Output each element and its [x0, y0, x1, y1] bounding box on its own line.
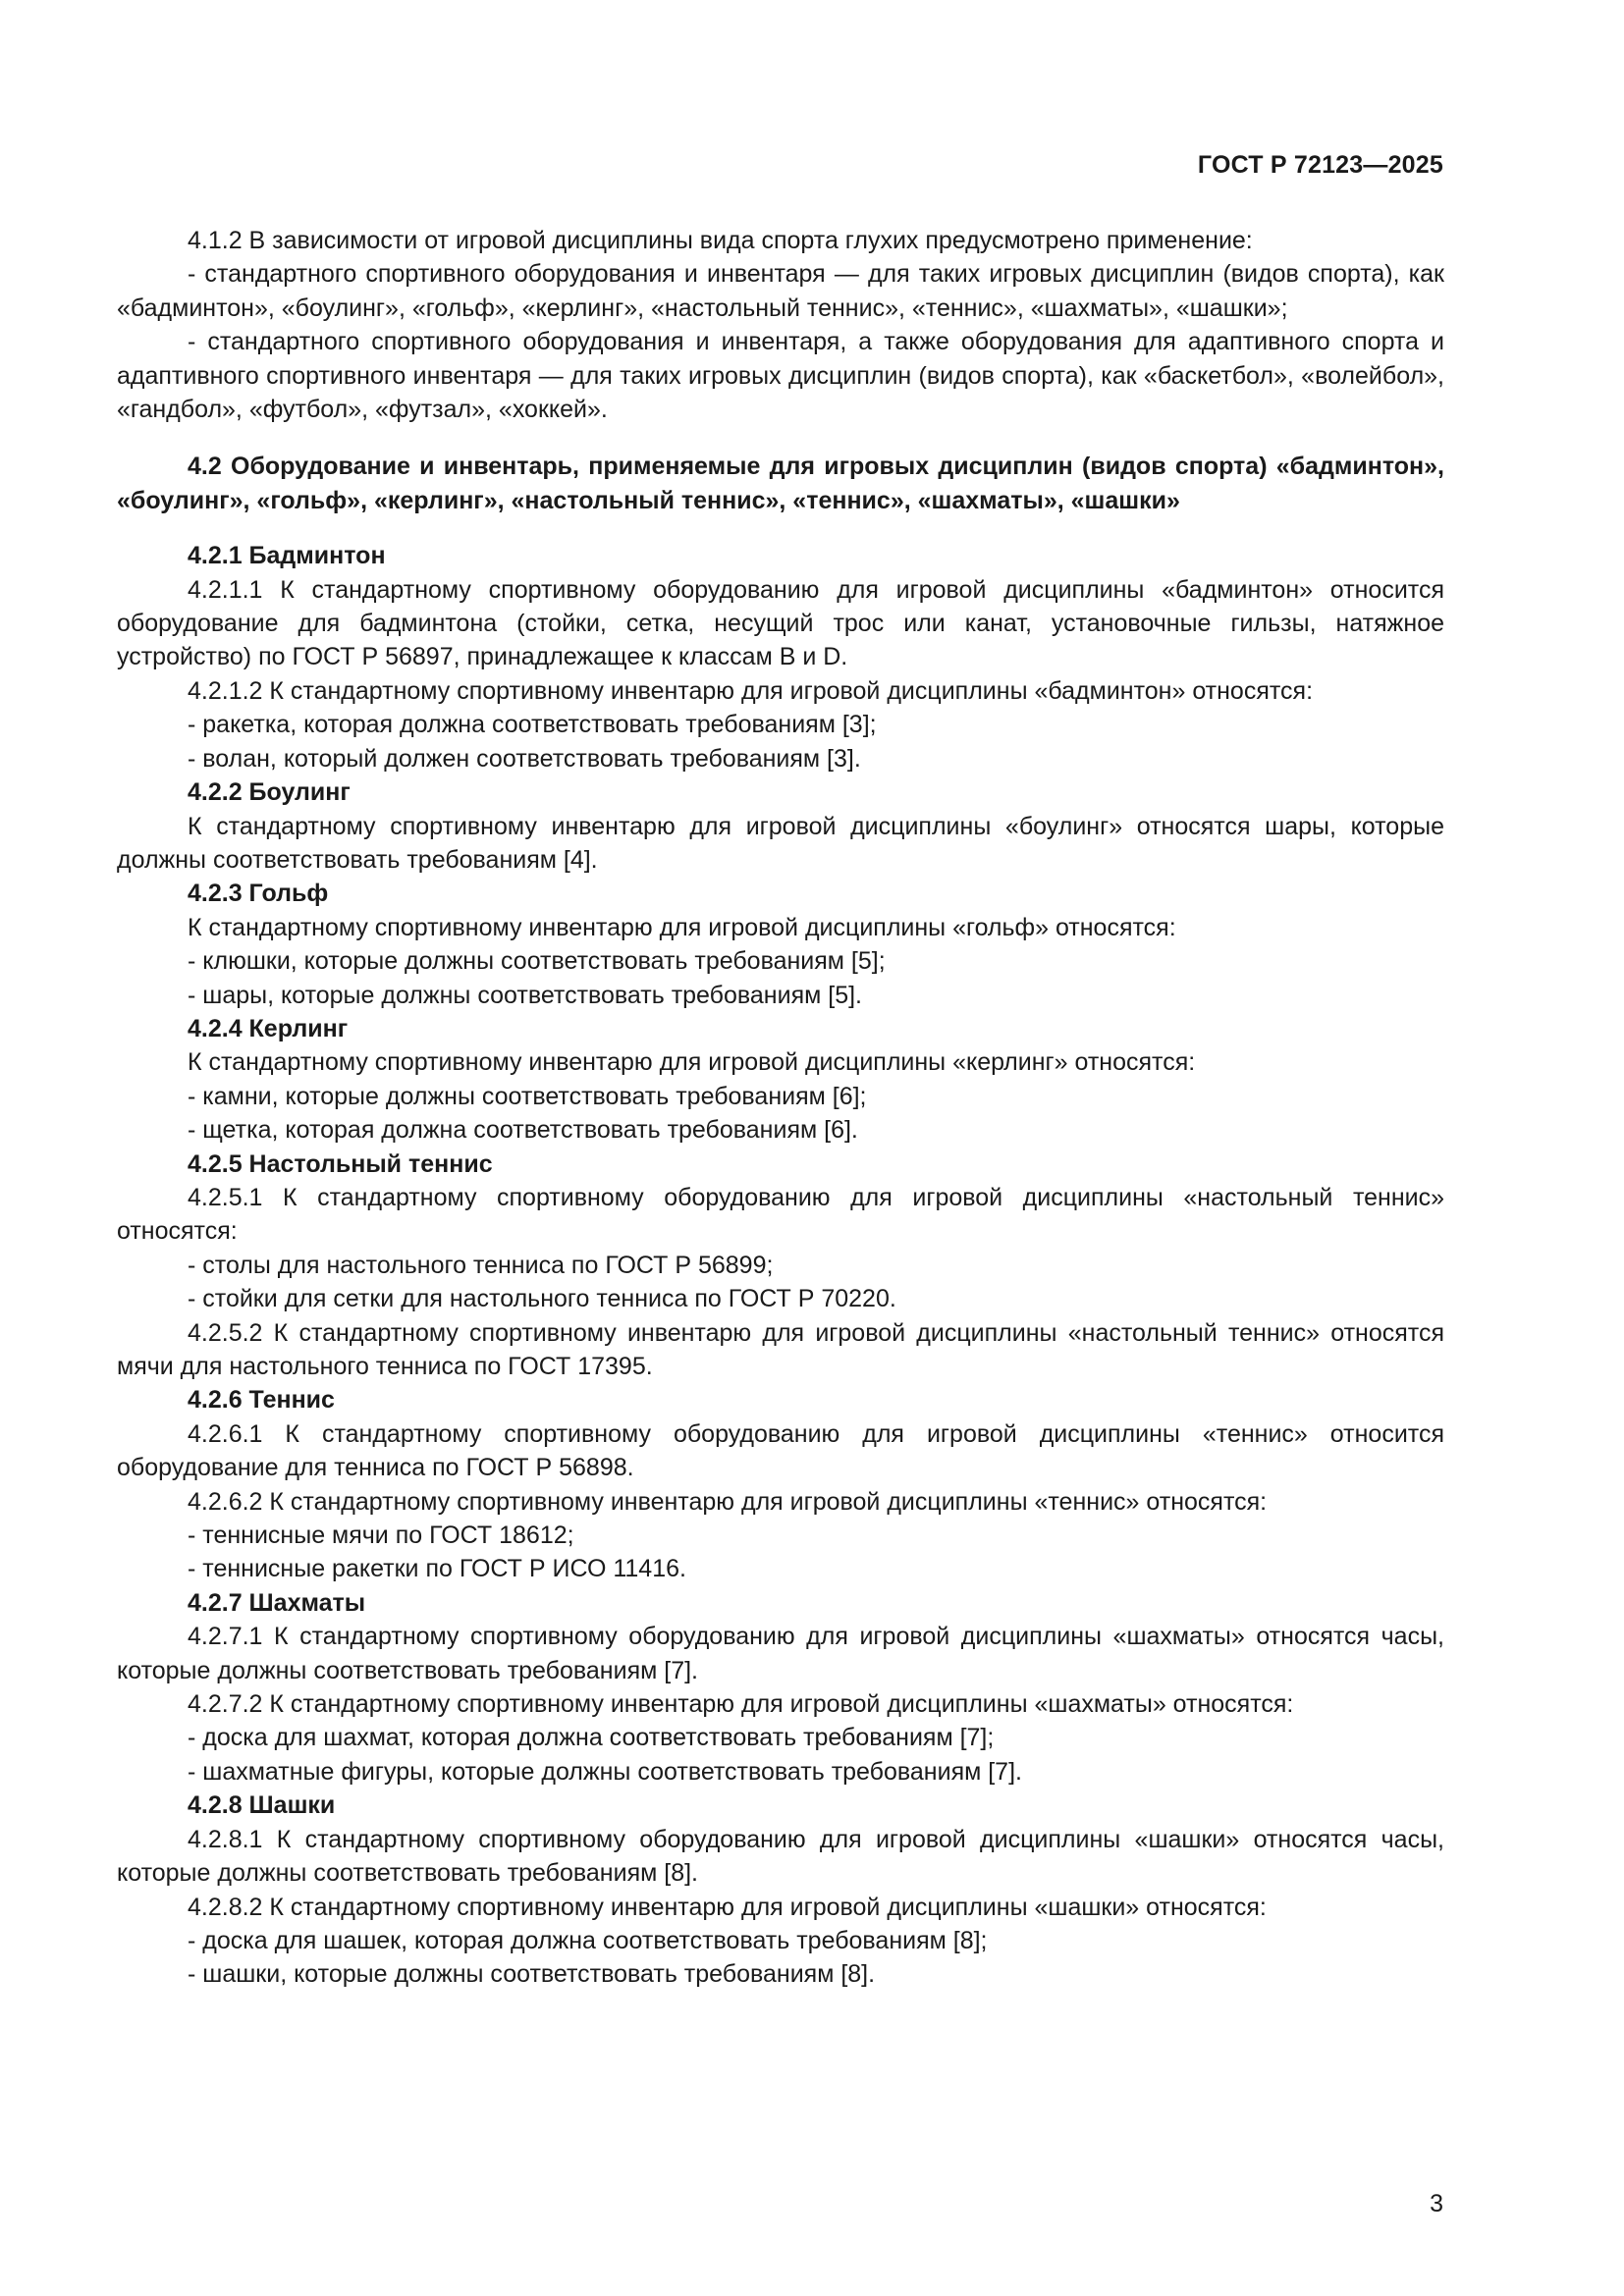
list-item: - клюшки, которые должны соответствовать требованиям [5]; — [188, 947, 886, 976]
paragraph: 4.1.2 В зависимости от игровой дисциплины вида спорта глухих предусмотрено применение: — [188, 227, 1253, 254]
paragraph: К стандартному спортивному инвентарю для игровой дисциплины «керлинг» относятся: — [188, 1048, 1196, 1077]
page-number: 3 — [1430, 2190, 1443, 2217]
paragraph: 4.2.1.1 К стандартному спортивному оборудованию для игровой дисциплины «бадминтон» относится оборудование для бадминтона (стойки, сетка, несущий трос или канат, установочные гильзы, натяжное устройство) по ГОСТ Р 56897, принадлежащее к классам В и D. — [117, 575, 1444, 671]
subsection-heading-curling: 4.2.4 Керлинг — [188, 1014, 349, 1042]
list-item: - теннисные мячи по ГОСТ 18612; — [188, 1522, 574, 1550]
paragraph: 4.2.5.2 К стандартному спортивному инвентарю для игровой дисциплины «настольный теннис» относятся мячи для настольного тенниса по ГОСТ 17395. — [117, 1318, 1444, 1380]
list-item: - столы для настольного тенниса по ГОСТ Р 56899; — [188, 1251, 774, 1279]
list-item: - камни, которые должны соответствовать требованиям [6]; — [188, 1082, 867, 1110]
paragraph: 4.2.7.1 К стандартному спортивному оборудованию для игровой дисциплины «шахматы» относятся часы, которые должны соответствовать требованиям [7]. — [117, 1623, 1444, 1684]
list-item: - волан, который должен соответствовать требованиям [3]. — [188, 744, 861, 773]
section-heading: 4.2 Оборудование и инвентарь, применяемые для игровых дисциплин (видов спорта) «бадминтон», «боулинг», «гольф», «керлинг», «настольный теннис», «теннис», «шахматы», «шашки» — [117, 453, 1444, 514]
paragraph: 4.2.1.2 К стандартному спортивному инвентарю для игровой дисциплины «бадминтон» относятся: — [188, 676, 1314, 705]
subsection-heading-tennis: 4.2.6 Теннис — [188, 1386, 335, 1415]
list-item: - стандартного спортивного оборудования и инвентаря — для таких игровых дисциплин (видов спорта), как «бадминтон», «боулинг», «гольф», «керлинг», «настольный теннис», «теннис», «шахматы», «шашки»; — [117, 260, 1444, 322]
paragraph: 4.2.6.2 К стандартному спортивному инвентарю для игровой дисциплины «теннис» относятся: — [188, 1487, 1268, 1516]
list-item: - стойки для сетки для настольного тенниса по ГОСТ Р 70220. — [188, 1285, 896, 1313]
paragraph: 4.2.8.2 К стандартному спортивному инвентарю для игровой дисциплины «шашки» относятся: — [188, 1893, 1267, 1921]
paragraph: 4.2.5.1 К стандартному спортивному оборудованию для игровой дисциплины «настольный теннис» относятся: — [117, 1183, 1444, 1246]
document-id-header: ГОСТ Р 72123—2025 — [1197, 151, 1443, 179]
subsection-heading-table-tennis: 4.2.5 Настольный теннис — [188, 1149, 493, 1178]
subsection-heading-chess: 4.2.7 Шахматы — [188, 1588, 366, 1617]
list-item: - ракетка, которая должна соответствовать требованиям [3]; — [188, 711, 877, 739]
paragraph: 4.2.6.1 К стандартному спортивному оборудованию для игровой дисциплины «теннис» относится оборудование для тенниса по ГОСТ Р 56898. — [117, 1419, 1444, 1482]
list-item: - шары, которые должны соответствовать требованиям [5]. — [188, 981, 862, 1009]
paragraph: К стандартному спортивному инвентарю для игровой дисциплины «гольф» относятся: — [188, 913, 1176, 941]
list-item: - доска для шахмат, которая должна соответствовать требованиям [7]; — [188, 1724, 995, 1752]
paragraph: 4.2.7.2 К стандартному спортивному инвентарю для игровой дисциплины «шахматы» относятся: — [188, 1690, 1294, 1719]
subsection-heading-bowling: 4.2.2 Боулинг — [188, 778, 351, 807]
list-item: - стандартного спортивного оборудования и инвентаря, а также оборудования для адаптивного спорта и адаптивного спортивного инвентаря — для таких игровых дисциплин (видов спорта), как «баскетбол», «волейбол», «гандбол», «футбол», «футзал», «хоккей». — [117, 328, 1444, 424]
paragraph: 4.2.8.1 К стандартному спортивному оборудованию для игровой дисциплины «шашки» относятся часы, которые должны соответствовать требованиям [8]. — [117, 1825, 1444, 1888]
subsection-heading-badminton: 4.2.1 Бадминтон — [188, 542, 386, 570]
subsection-heading-golf: 4.2.3 Гольф — [188, 880, 329, 908]
list-item: - шахматные фигуры, которые должны соответствовать требованиям [7]. — [188, 1757, 1022, 1786]
list-item: - щетка, которая должна соответствовать требованиям [6]. — [188, 1116, 858, 1145]
list-item: - шашки, которые должны соответствовать требованиям [8]. — [188, 1960, 876, 1989]
paragraph: К стандартному спортивному инвентарю для игровой дисциплины «боулинг» относятся шары, которые должны соответствовать требованиям [4]. — [117, 812, 1444, 874]
document-body — [117, 224, 1444, 1992]
list-item: - доска для шашек, которая должна соответствовать требованиям [8]; — [188, 1926, 988, 1954]
subsection-heading-checkers: 4.2.8 Шашки — [188, 1791, 336, 1820]
list-item: - теннисные ракетки по ГОСТ Р ИСО 11416. — [188, 1555, 686, 1583]
